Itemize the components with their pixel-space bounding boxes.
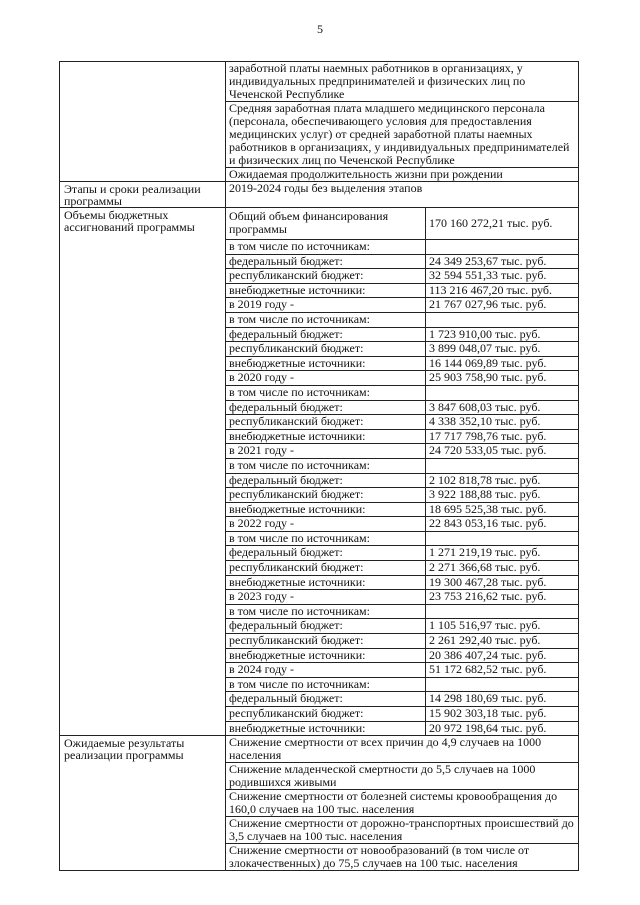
budget-line-label: в 2022 году - — [226, 517, 426, 531]
budget-line-value — [426, 386, 578, 400]
budget-line — [226, 474, 578, 489]
budget-line-label: федеральный бюджет: — [226, 546, 426, 560]
budget-line — [226, 619, 578, 634]
budget-line-label: в том числе по источникам: — [226, 532, 426, 546]
budget-line — [226, 269, 578, 284]
budget-line — [226, 576, 578, 591]
budget-line-label: республиканский бюджет: — [226, 707, 426, 721]
results-list — [226, 736, 578, 870]
budget-line-label: федеральный бюджет: — [226, 401, 426, 415]
budget-line — [226, 692, 578, 707]
budget-line — [226, 298, 578, 313]
budget-line-label: внебюджетные источники: — [226, 576, 426, 590]
budget-line-label: федеральный бюджет: — [226, 474, 426, 488]
budget-line-value: 51 172 682,52 тыс. руб. — [429, 663, 547, 677]
indicator-cell: Средняя заработная плата младшего медицинского персонала (персонала, обеспечивающего условия для предоставления медицинских услуг) от средней заработной платы наемных работников в организациях, у индивидуальных предпринимателей и физических лиц по Чеченской Республике — [226, 102, 578, 168]
budget-line — [226, 488, 578, 503]
budget-line-value: 3 847 608,03 тыс. руб. — [429, 400, 541, 414]
budget-line — [226, 546, 578, 561]
budget-total-value: 170 160 272,21 тыс. руб. — [429, 215, 553, 230]
passport-table — [59, 61, 579, 871]
indicators-row — [60, 61, 578, 182]
result-item: Снижение смертности от новообразований (в том числе от злокачественных) до 75,5 случаев на 100 тыс. населения — [229, 843, 530, 871]
budget-line-label: в 2024 году - — [226, 663, 426, 677]
budget-line-value: 20 386 407,24 тыс. руб. — [429, 648, 547, 662]
page-number: 5 — [317, 22, 323, 36]
budget-line-label: в том числе по источникам: — [226, 678, 426, 692]
budget-line-label: республиканский бюджет: — [226, 634, 426, 648]
budget-line — [226, 517, 578, 532]
budget-line-value: 113 216 467,20 тыс. руб. — [429, 283, 552, 297]
budget-line — [226, 722, 578, 736]
budget-line-label: в 2023 году - — [226, 590, 426, 604]
budget-line — [226, 240, 578, 255]
budget-line-label: республиканский бюджет: — [226, 415, 426, 429]
budget-line-value: 1 105 516,97 тыс. руб. — [429, 619, 541, 633]
budget-line — [226, 444, 578, 459]
budget-line — [226, 342, 578, 357]
budget-line-value: 19 300 467,28 тыс. руб. — [429, 575, 547, 589]
budget-line — [226, 663, 578, 678]
budget-line-value — [426, 313, 578, 327]
budget-line-label: в том числе по источникам: — [226, 386, 426, 400]
budget-line-value: 23 753 216,62 тыс. руб. — [429, 590, 547, 604]
budget-line — [226, 328, 578, 343]
budget-line-value: 1 723 910,00 тыс. руб. — [429, 327, 541, 341]
budget-line — [226, 430, 578, 445]
budget-line-value — [426, 240, 578, 254]
budget-line — [226, 605, 578, 620]
budget-line-value: 3 899 048,07 тыс. руб. — [429, 342, 541, 356]
budget-line-label: федеральный бюджет: — [226, 255, 426, 269]
budget-line — [226, 401, 578, 416]
indicators-label-cell — [60, 62, 226, 181]
budget-line-value — [426, 678, 578, 692]
budget-line-label: республиканский бюджет: — [226, 269, 426, 283]
result-item: Снижение смертности от дорожно-транспортных происшествий до 3,5 случаев на 100 тыс. населения — [226, 817, 578, 844]
stages-row — [60, 182, 578, 208]
budget-line — [226, 503, 578, 518]
budget-line — [226, 415, 578, 430]
budget-line-value: 25 903 758,90 тыс. руб. — [429, 371, 547, 385]
results-row — [60, 736, 578, 871]
budget-line — [226, 561, 578, 576]
stages-value: 2019-2024 годы без выделения этапов — [229, 181, 423, 195]
budget-line-value — [426, 532, 578, 546]
budget-line-value: 1 271 219,19 тыс. руб. — [429, 546, 541, 560]
budget-line — [226, 357, 578, 372]
budget-line-value — [426, 459, 578, 473]
stages-label: Этапы и сроки реализации программы — [60, 182, 226, 207]
budget-line — [226, 255, 578, 270]
budget-line — [226, 386, 578, 401]
budget-line-value: 24 349 253,67 тыс. руб. — [429, 254, 547, 268]
budget-line-label: в 2021 году - — [226, 444, 426, 458]
result-item: Снижение смертности от болезней системы кровообращения до 160,0 случаев на 100 тыс. населения — [226, 790, 578, 817]
budget-line — [226, 532, 578, 547]
budget-line-value: 24 720 533,05 тыс. руб. — [429, 444, 547, 458]
budget-line-value: 32 594 551,33 тыс. руб. — [429, 269, 547, 283]
budget-line — [226, 459, 578, 474]
budget-line-value: 2 102 818,78 тыс. руб. — [429, 473, 541, 487]
results-label: Ожидаемые результаты реализации программы — [60, 736, 226, 870]
budget-line — [226, 313, 578, 328]
budget-line-label: внебюджетные источники: — [226, 430, 426, 444]
budget-line — [226, 678, 578, 693]
budget-line — [226, 284, 578, 299]
budget-line — [226, 590, 578, 605]
budget-line-value: 2 261 292,40 тыс. руб. — [429, 634, 541, 648]
indicator-cell: Ожидаемая продолжительность жизни при рождении — [229, 167, 503, 181]
budget-line-label: федеральный бюджет: — [226, 328, 426, 342]
result-item: Снижение младенческой смертности до 5,5 случаев на 1000 родившихся живыми — [226, 763, 578, 790]
budget-line-label: в том числе по источникам: — [226, 240, 426, 254]
budget-line-label: внебюджетные источники: — [226, 503, 426, 517]
budget-breakdown — [226, 208, 578, 735]
budget-total-label: Общий объем финансирования программы — [226, 208, 426, 239]
budget-line-value: 2 271 366,68 тыс. руб. — [429, 561, 541, 575]
budget-line — [226, 634, 578, 649]
budget-line-label: внебюджетные источники: — [226, 357, 426, 371]
budget-line-value: 15 902 303,18 тыс. руб. — [429, 707, 547, 720]
budget-line-value: 4 338 352,10 тыс. руб. — [429, 415, 541, 429]
budget-line-label: внебюджетные источники: — [226, 649, 426, 663]
budget-line-value: 17 717 798,76 тыс. руб. — [429, 429, 547, 443]
budget-line-value: 14 298 180,69 тыс. руб. — [429, 692, 547, 706]
budget-total-row — [226, 208, 578, 240]
budget-line-value: 20 972 198,64 тыс. руб. — [429, 721, 547, 735]
result-item: Снижение смертности от всех причин до 4,9 случаев на 1000 населения — [226, 736, 578, 763]
budget-line-label: в том числе по источникам: — [226, 605, 426, 619]
budget-line-label: республиканский бюджет: — [226, 342, 426, 356]
budget-line-label: в том числе по источникам: — [226, 459, 426, 473]
budget-line — [226, 707, 578, 722]
budget-line-value: 18 695 525,38 тыс. руб. — [429, 502, 547, 516]
budget-line-label: республиканский бюджет: — [226, 488, 426, 502]
budget-line-label: внебюджетные источники: — [226, 722, 426, 736]
budget-line-label: в 2020 году - — [226, 371, 426, 385]
budget-line — [226, 649, 578, 664]
budget-line — [226, 371, 578, 386]
budget-row — [60, 208, 578, 736]
budget-label: Объемы бюджетных ассигнований программы — [60, 208, 226, 735]
budget-line-label: федеральный бюджет: — [226, 619, 426, 633]
indicator-cell: заработной платы наемных работников в организациях, у индивидуальных предпринимателей и физических лиц по Чеченской Республике — [226, 62, 578, 102]
budget-line-label: федеральный бюджет: — [226, 692, 426, 706]
budget-line-value — [426, 605, 578, 619]
budget-line-value: 22 843 053,16 тыс. руб. — [429, 517, 547, 531]
budget-line-label: в том числе по источникам: — [226, 313, 426, 327]
budget-line-label: в 2019 году - — [226, 298, 426, 312]
budget-line-value: 16 144 069,89 тыс. руб. — [429, 356, 547, 370]
budget-line-value: 21 767 027,96 тыс. руб. — [429, 298, 547, 312]
budget-line-value: 3 922 188,88 тыс. руб. — [429, 488, 541, 502]
budget-line-label: республиканский бюджет: — [226, 561, 426, 575]
budget-line-label: внебюджетные источники: — [226, 284, 426, 298]
